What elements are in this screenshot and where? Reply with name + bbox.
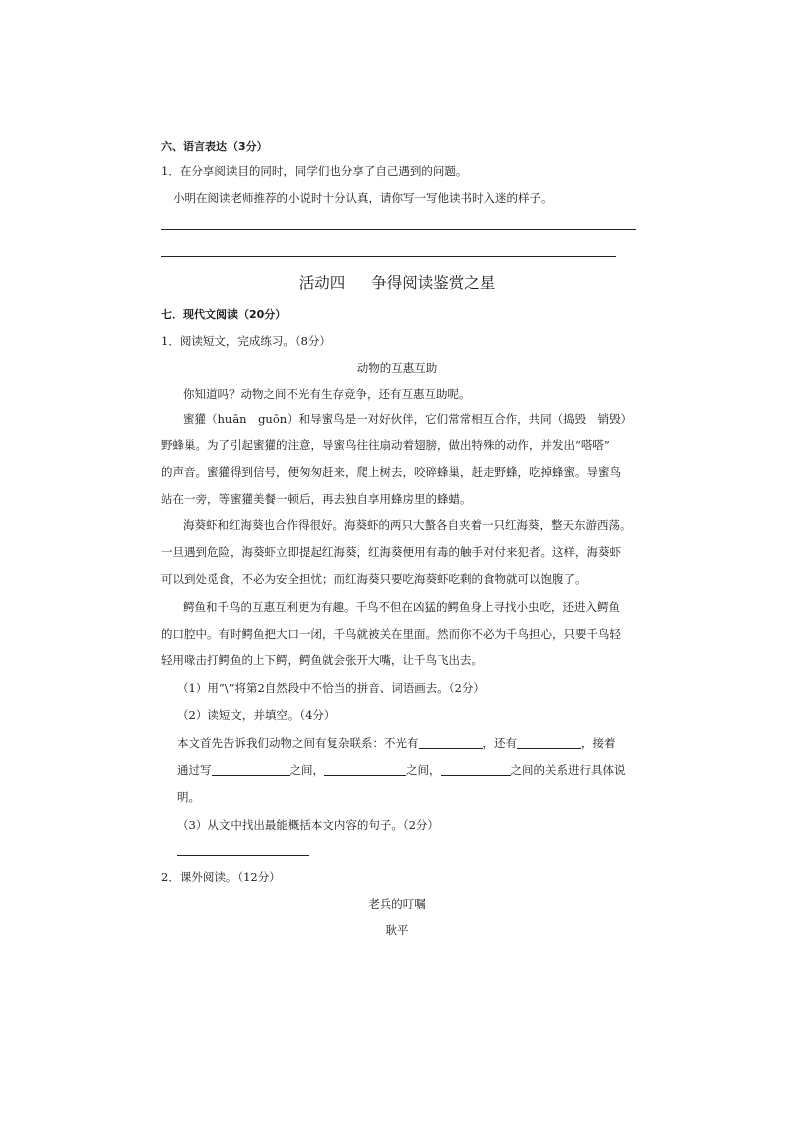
question1-intro: 1．阅读短文，完成练习。（8分） bbox=[161, 334, 331, 348]
passage-line: 蜜獾（huān guōn）和导蜜鸟是一对好伙伴，它们常常相互合作，共同（捣毁 销毁） bbox=[183, 412, 633, 426]
activity-banner bbox=[0, 276, 794, 292]
section6-question1-prompt: 小明在阅读老师推荐的小说时十分认真，请你写一写他读书时入迷的样子。 bbox=[173, 191, 553, 205]
fill-text: 之间， bbox=[406, 763, 441, 777]
activity-number: 活动四 bbox=[298, 274, 346, 292]
passage-line: 你知道吗？动物之间不光有生存竞争，还有互惠互助呢。 bbox=[183, 387, 471, 401]
fill-blank-line-2 bbox=[177, 764, 626, 777]
fill-text: 本文首先告诉我们动物之间有复杂联系：不光有 bbox=[177, 736, 419, 750]
blank-5[interactable] bbox=[441, 764, 511, 776]
fill-text: 之间的关系进行具体说 bbox=[510, 763, 626, 777]
answer-line-3[interactable] bbox=[177, 855, 309, 856]
fill-blank-line-3: 明。 bbox=[177, 790, 200, 804]
passage-line: 可以到处觅食，不必为安全担忧；而红海葵只要吃海葵虾吃剩的食物就可以饱腹了。 bbox=[161, 572, 587, 586]
subquestion-2: （2）读短文，并填空。（4分） bbox=[177, 708, 336, 722]
subquestion-3: （3）从文中找出最能概括本文内容的句子。（2分） bbox=[177, 818, 439, 832]
subquestion-1: （1）用“\”将第2自然段中不恰当的拼音、词语画去。（2分） bbox=[177, 681, 485, 695]
fill-blank-line-1 bbox=[177, 737, 616, 750]
activity-title: 争得阅读鉴赏之星 bbox=[371, 274, 496, 292]
passage-line: 野蜂巢。为了引起蜜獾的注意，导蜜鸟往往扇动着翅膀，做出特殊的动作，并发出“嗒嗒” bbox=[161, 438, 610, 452]
passage-line: 海葵虾和红海葵也合作得很好。海葵虾的两只大螯各自夹着一只红海葵，整天东游西荡。 bbox=[183, 518, 632, 532]
answer-line-1[interactable] bbox=[161, 229, 636, 230]
fill-text: 之间， bbox=[289, 763, 324, 777]
passage-line: 一旦遇到危险，海葵虾立即提起红海葵，红海葵便用有毒的触手对付来犯者。这样，海葵虾 bbox=[161, 545, 621, 559]
section7-heading: 七．现代文阅读（20分） bbox=[161, 308, 287, 321]
section6-question1: 1．在分享阅读目的同时，同学们也分享了自己遇到的问题。 bbox=[161, 164, 468, 178]
blank-4[interactable] bbox=[324, 764, 406, 776]
fill-text: ，接着 bbox=[581, 736, 616, 750]
blank-3[interactable] bbox=[212, 764, 290, 776]
fill-text: 通过写 bbox=[177, 763, 212, 777]
passage-line: 的口腔中。有时鳄鱼把大口一闭，千鸟就被关在里面。然而你不必为千鸟担心，只要千鸟轻 bbox=[161, 627, 621, 641]
section6-heading: 六、语言表达（3分） bbox=[161, 140, 268, 153]
passage-line: 鳄鱼和千鸟的互惠互利更为有趣。千鸟不但在凶猛的鳄鱼身上寻找小虫吃，还进入鳄鱼 bbox=[183, 600, 620, 614]
fill-text: ，还有 bbox=[482, 736, 517, 750]
passage-line: 轻用喙击打鳄鱼的上下鳄，鳄鱼就会张开大嘴，让千鸟飞出去。 bbox=[161, 653, 483, 667]
passage-title: 动物的互惠互助 bbox=[356, 361, 438, 375]
question2-intro: 2．课外阅读。（12分） bbox=[161, 870, 281, 884]
blank-1[interactable] bbox=[419, 737, 483, 749]
story-title: 老兵的叮嘱 bbox=[368, 897, 426, 911]
answer-line-2[interactable] bbox=[161, 256, 616, 257]
blank-2[interactable] bbox=[517, 737, 581, 749]
passage-line: 的声音。蜜獾得到信号，便匆匆赶来，爬上树去，咬碎蜂巢，赶走野蜂，吃掉蜂蜜。导蜜鸟 bbox=[161, 465, 621, 479]
passage-line: 站在一旁，等蜜獾美餐一顿后，再去独自享用蜂房里的蜂蜡。 bbox=[161, 492, 472, 506]
story-author: 耿平 bbox=[385, 923, 409, 937]
